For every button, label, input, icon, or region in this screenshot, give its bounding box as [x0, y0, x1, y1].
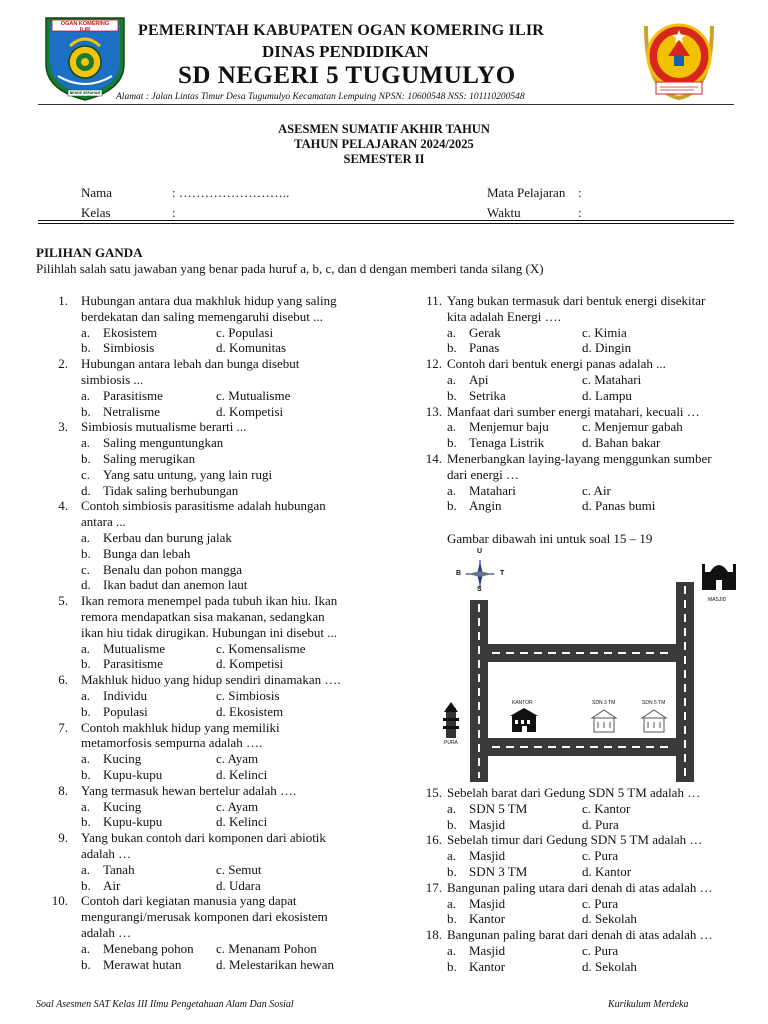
option-text[interactable]: d. Kelinci — [216, 767, 268, 782]
area-map — [440, 548, 740, 782]
question-text: Hubungan antara dua makhluk hidup yang saling — [81, 293, 337, 308]
question-text: Bangunan paling barat dari denah di atas adalah … — [447, 927, 713, 943]
option-letter[interactable]: a. — [81, 688, 91, 703]
option-text[interactable]: c. Komensalisme — [216, 640, 306, 656]
option-text[interactable]: Air — [103, 877, 121, 893]
option-letter[interactable]: d. — [81, 482, 91, 498]
time-field[interactable]: : — [578, 205, 582, 220]
option-text[interactable]: c. Semut — [216, 861, 262, 877]
option-text[interactable]: Menjemur baju — [469, 419, 549, 435]
school-icon-sdn5 — [642, 710, 666, 732]
option-text[interactable]: Api — [469, 372, 489, 387]
option-text[interactable]: Panas — [469, 340, 500, 356]
option-text[interactable]: d. Bahan bakar — [582, 435, 661, 451]
option-letter[interactable]: b. — [81, 956, 91, 972]
question-text: Hubungan antara lebah dan bunga disebut — [81, 356, 300, 372]
option-letter[interactable]: a. — [81, 798, 91, 814]
option-text[interactable]: c. Ayam — [216, 798, 259, 814]
option-letter[interactable]: a. — [81, 940, 91, 956]
option-text[interactable]: SDN 3 TM — [469, 864, 528, 879]
compass-icon — [466, 560, 494, 588]
question-number: 11. — [426, 293, 442, 308]
school-name: SD NEGERI 5 TUGUMULYO — [178, 62, 516, 89]
question-number: 2. — [58, 356, 68, 372]
option-letter[interactable]: b. — [81, 814, 91, 830]
footer-left: Soal Asesmen SAT Kelas III Ilmu Pengetahuan Alam Dan Sosial — [36, 999, 294, 1010]
question-text: dari energi … — [447, 466, 519, 482]
option-letter[interactable]: a. — [447, 848, 457, 864]
question-text: Contoh simbiosis parasitisme adalah hubungan — [81, 498, 326, 514]
class-label: Kelas — [81, 205, 111, 220]
option-text[interactable]: Kucing — [103, 798, 142, 814]
footer-right: Kurikulum Merdeka — [608, 999, 689, 1010]
option-letter[interactable]: a. — [81, 435, 91, 451]
option-text[interactable]: d. Udara — [216, 877, 261, 893]
option-text[interactable]: Gerak — [469, 324, 501, 340]
option-text[interactable]: Parasitisme — [103, 387, 163, 403]
question-text: Simbiosis mutualisme berarti ... — [81, 419, 247, 435]
option-text[interactable]: Populasi — [103, 703, 148, 719]
option-letter[interactable]: a. — [447, 800, 457, 816]
option-text[interactable]: Yang satu untung, yang lain rugi — [103, 466, 273, 482]
option-text[interactable]: Tidak saling berhubungan — [103, 482, 239, 498]
header-divider — [38, 104, 734, 105]
question-text: kita adalah Energi …. — [447, 308, 561, 324]
option-letter[interactable]: b. — [81, 767, 91, 782]
option-letter[interactable]: a. — [81, 530, 91, 545]
option-text[interactable]: Merawat hutan — [103, 956, 182, 972]
option-text[interactable]: c. Kantor — [582, 800, 631, 816]
option-text[interactable]: c. Ayam — [216, 751, 259, 767]
option-letter[interactable]: a. — [447, 324, 457, 340]
option-text[interactable]: d. Melestarikan hewan — [216, 956, 335, 972]
option-text[interactable]: Benalu dan pohon mangga — [103, 561, 242, 577]
government-line: PEMERINTAH KABUPATEN OGAN KOMERING ILIR — [138, 22, 545, 39]
question-number: 4. — [58, 498, 68, 514]
option-text[interactable]: Bunga dan lebah — [103, 545, 191, 561]
option-letter[interactable]: b. — [447, 387, 457, 403]
compass-south: S — [477, 586, 482, 593]
option-text[interactable]: d. Sekolah — [582, 958, 637, 974]
option-text[interactable]: Kantor — [469, 958, 506, 974]
option-text[interactable]: Individu — [103, 688, 148, 703]
option-text[interactable]: Kupu-kupu — [103, 814, 163, 830]
option-letter[interactable]: b. — [447, 816, 457, 832]
regency-logo — [40, 12, 130, 102]
question-number: 18. — [425, 927, 442, 943]
question-number: 14. — [425, 451, 442, 466]
mosque-icon — [702, 564, 736, 590]
option-text[interactable]: Masjid — [469, 943, 506, 958]
question-number: 17. — [425, 879, 442, 895]
option-text[interactable]: c. Menanam Pohon — [216, 940, 317, 956]
option-text[interactable]: Ekosistem — [103, 324, 158, 340]
question-number: 3. — [58, 419, 68, 435]
question-text: adalah … — [81, 925, 132, 940]
option-text[interactable]: d. Kompetisi — [216, 403, 284, 419]
regency-logo-text: OGAN KOMERING ILIR — [60, 21, 110, 33]
question-number: 16. — [425, 832, 442, 848]
option-text[interactable]: d. Kelinci — [216, 814, 268, 830]
section-instruction: Pilihlah salah satu jawaban yang benar pada huruf a, b, c, dan d dengan memberi tanda silang (X) — [36, 261, 544, 276]
option-text[interactable]: c. Air — [582, 482, 611, 498]
option-text[interactable]: d. Pura — [582, 816, 619, 832]
option-text[interactable]: d. Sekolah — [582, 911, 637, 927]
option-text[interactable]: c. Pura — [582, 848, 619, 864]
question-text: Yang bukan termasuk dari bentuk energi disekitar — [447, 293, 706, 308]
regency-logo-motto: BENDE SEPAHAM — [69, 91, 101, 95]
name-field[interactable]: : …………………….. — [172, 185, 290, 200]
question-text: Makhluk hiduo yang hidup sendiri dinamakan …. — [81, 672, 341, 688]
pura-label: PURA — [444, 740, 458, 746]
compass-west: B — [456, 570, 462, 577]
option-text[interactable]: Masjid — [469, 816, 506, 832]
option-text[interactable]: Masjid — [469, 848, 506, 864]
kantor-label: KANTOR — [512, 700, 533, 706]
option-text[interactable]: Setrika — [469, 387, 506, 403]
option-text[interactable]: d. Ekosistem — [216, 703, 284, 719]
question-text: simbiosis ... — [81, 372, 144, 387]
option-letter[interactable]: a. — [81, 387, 91, 403]
option-text[interactable]: d. Dingin — [582, 340, 632, 356]
option-letter[interactable]: b. — [81, 656, 91, 672]
question-text: Yang termasuk hewan bertelur adalah …. — [81, 782, 297, 798]
subject-label: Mata Pelajaran — [487, 185, 566, 200]
identity-divider-bottom — [38, 223, 734, 224]
option-letter[interactable]: b. — [447, 435, 457, 451]
option-letter[interactable]: a. — [447, 482, 457, 498]
masjid-label: MASJID — [708, 597, 727, 603]
option-text[interactable]: d. Kompetisi — [216, 656, 284, 672]
question-text: Contoh dari kegiatan manusia yang dapat — [81, 893, 297, 909]
option-letter[interactable]: c. — [81, 561, 91, 577]
class-field[interactable]: : — [172, 205, 176, 220]
exam-title: ASESMEN SUMATIF AKHIR TAHUN — [278, 122, 490, 136]
option-text[interactable]: Kantor — [469, 911, 506, 927]
option-text[interactable]: Mutualisme — [103, 640, 166, 656]
question-number: 13. — [425, 403, 442, 419]
question-number: 5. — [58, 593, 68, 609]
option-text[interactable]: Simbiosis — [103, 340, 155, 356]
option-text[interactable]: Saling merugikan — [103, 451, 196, 466]
option-letter[interactable]: a. — [447, 372, 457, 387]
option-letter[interactable]: a. — [81, 861, 91, 877]
option-letter[interactable]: a. — [447, 895, 457, 911]
option-text[interactable]: d. Lampu — [582, 387, 632, 403]
question-text: Yang bukan contoh dari komponen dari abiotik — [81, 830, 326, 846]
option-letter[interactable]: b. — [81, 703, 91, 719]
question-text: mengurangi/merusak komponen dari ekosistem — [81, 909, 328, 925]
road-network — [470, 582, 694, 782]
office-icon — [510, 708, 538, 732]
question-text: berdekatan dan saling memengaruhi disebut ... — [81, 308, 323, 324]
option-text[interactable]: c. Matahari — [582, 372, 642, 387]
option-text[interactable]: Parasitisme — [103, 656, 163, 672]
option-letter[interactable]: b. — [81, 545, 91, 561]
question-number: 10. — [51, 893, 68, 909]
question-text: Contoh makhluk hidup yang memiliki — [81, 719, 280, 735]
option-text[interactable]: Menebang pohon — [103, 940, 194, 956]
option-letter[interactable]: a. — [81, 751, 91, 767]
identity-divider-top — [38, 220, 734, 221]
temple-icon — [443, 702, 459, 738]
question-number: 12. — [425, 356, 442, 372]
option-letter[interactable]: b. — [447, 911, 457, 927]
option-letter[interactable]: a. — [81, 324, 91, 340]
question-text: Contoh dari bentuk energi panas adalah ... — [447, 356, 666, 372]
option-letter[interactable]: b. — [81, 451, 91, 466]
option-text[interactable]: Kerbau dan burung jalak — [103, 530, 232, 545]
question-text: Sebelah timur dari Gedung SDN 5 TM adalah … — [447, 832, 703, 848]
question-number: 6. — [58, 672, 68, 688]
option-letter[interactable]: b. — [447, 958, 457, 974]
map-caption: Gambar dibawah ini untuk soal 15 – 19 — [447, 531, 653, 546]
option-letter[interactable]: a. — [447, 419, 457, 435]
option-text[interactable]: Masjid — [469, 895, 506, 911]
question-text: antara ... — [81, 514, 126, 530]
question-text: Sebelah barat dari Gedung SDN 5 TM adalah … — [447, 785, 701, 800]
option-letter[interactable]: b. — [81, 340, 91, 356]
exam-year: TAHUN PELAJARAN 2024/2025 — [294, 137, 474, 151]
option-text[interactable]: c. Menjemur gabah — [582, 419, 683, 435]
option-letter[interactable]: b. — [81, 877, 91, 893]
option-text[interactable]: Tanah — [103, 861, 135, 877]
option-letter[interactable]: b. — [81, 403, 91, 419]
option-text[interactable]: c. Pura — [582, 943, 619, 958]
option-text[interactable]: d. Komunitas — [216, 340, 287, 356]
question-number: 8. — [58, 782, 68, 798]
option-letter[interactable]: c. — [81, 466, 91, 482]
question-number: 9. — [58, 830, 68, 846]
option-text[interactable]: Kupu-kupu — [103, 767, 163, 782]
option-text[interactable]: Kucing — [103, 751, 142, 767]
school-icon-sdn3 — [592, 710, 616, 732]
option-letter[interactable]: a. — [81, 640, 91, 656]
option-text[interactable]: Matahari — [469, 482, 516, 498]
sdn5-label: SDN 5 TM — [642, 700, 666, 706]
option-text[interactable]: d. Panas bumi — [582, 498, 656, 514]
tut-wuri-logo — [638, 12, 720, 102]
option-text[interactable]: Saling menguntungkan — [103, 435, 224, 451]
department-line: DINAS PENDIDIKAN — [262, 42, 429, 61]
question-text: metamorfosis sempurna adalah …. — [81, 735, 263, 751]
option-text[interactable]: SDN 5 TM — [469, 800, 528, 816]
option-text[interactable]: c. Simbiosis — [216, 688, 280, 703]
option-text[interactable]: c. Mutualisme — [216, 387, 291, 403]
question-text: Menerbangkan laying-layang menggunkan sumber — [447, 451, 712, 466]
question-text: Manfaat dari sumber energi matahari, kecuali … — [447, 403, 700, 419]
option-text[interactable]: c. Pura — [582, 895, 619, 911]
name-label: Nama — [81, 185, 113, 200]
question-number: 1. — [58, 293, 68, 308]
option-text[interactable]: c. Kimia — [582, 324, 627, 340]
option-text[interactable]: c. Populasi — [216, 324, 274, 340]
option-letter[interactable]: d. — [81, 577, 91, 593]
option-letter[interactable]: b. — [447, 340, 457, 356]
option-letter[interactable]: a. — [447, 943, 457, 958]
school-address: Alamat : Jalan Lintas Timur Desa Tugumulyo Kecamatan Lempuing NPSN: 10600548 NSS: 101110200548 — [116, 92, 525, 102]
question-text: ikan hiu tidak dirugikan. Hubungan ini disebut ... — [81, 624, 337, 640]
option-text[interactable]: Tenaga Listrik — [469, 435, 545, 451]
time-label: Waktu — [487, 205, 521, 220]
subject-field[interactable]: : — [578, 185, 582, 200]
option-text[interactable]: Angin — [469, 498, 502, 514]
option-text[interactable]: d. Kantor — [582, 864, 632, 879]
option-text[interactable]: Ikan badut dan anemon laut — [103, 577, 248, 593]
compass-east: T — [500, 570, 505, 577]
question-text: Bangunan paling utara dari denah di atas adalah … — [447, 879, 713, 895]
question-text: remora mendapatkan sisa makanan, sedangkan — [81, 609, 325, 624]
exam-semester: SEMESTER II — [343, 152, 425, 166]
option-letter[interactable]: b. — [447, 498, 457, 514]
question-number: 15. — [425, 785, 442, 800]
question-number: 7. — [58, 719, 68, 735]
compass-north: U — [477, 548, 483, 555]
option-text[interactable]: Netralisme — [103, 403, 161, 419]
question-text: adalah … — [81, 846, 132, 861]
option-letter[interactable]: b. — [447, 864, 457, 879]
question-text: Ikan remora menempel pada tubuh ikan hiu. Ikan — [81, 593, 338, 609]
section-title: PILIHAN GANDA — [36, 245, 143, 260]
sdn3-label: SDN 3 TM — [592, 700, 616, 706]
